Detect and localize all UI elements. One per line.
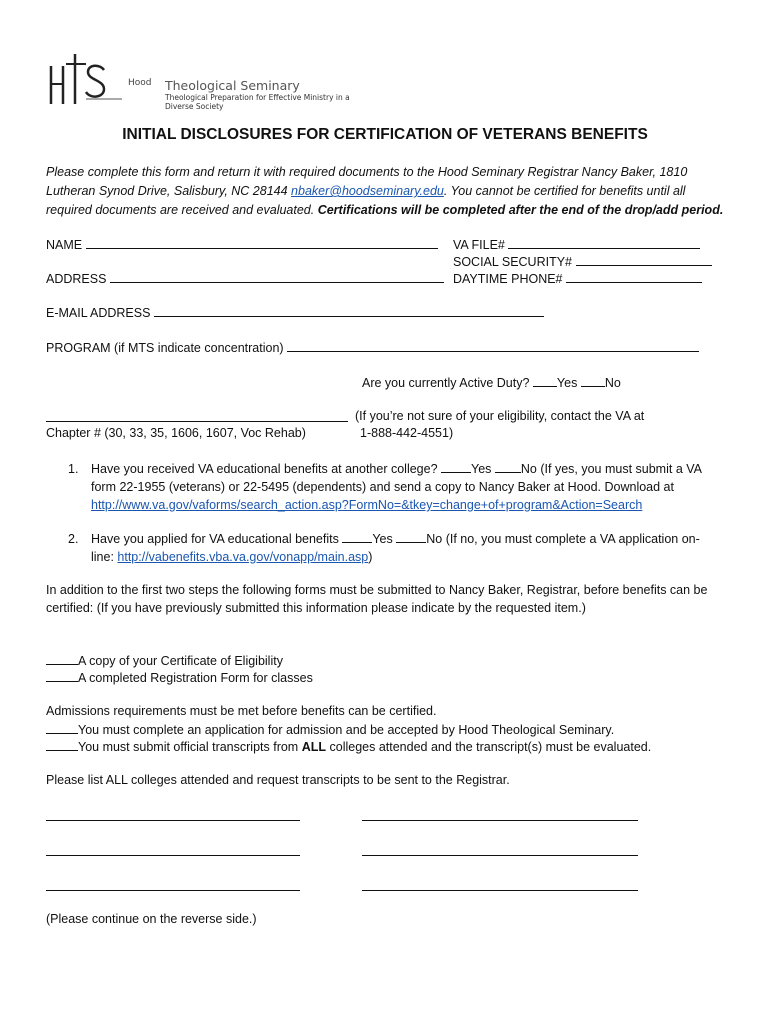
application-check-blank[interactable] <box>46 721 78 734</box>
email-field <box>46 304 544 320</box>
certificate-label: A copy of your Certificate of Eligibility <box>78 654 283 668</box>
ssn-field <box>453 253 712 269</box>
intro-paragraph <box>46 163 728 220</box>
registration-check-blank[interactable] <box>46 669 78 682</box>
college-input-line[interactable] <box>46 808 300 821</box>
step-1 <box>68 460 728 516</box>
college-input-line[interactable] <box>362 808 638 821</box>
program-field <box>46 339 699 355</box>
va-file-field <box>453 236 700 252</box>
chapter-field <box>46 409 348 425</box>
hts-monogram-icon <box>46 52 124 106</box>
step-1-no-blank[interactable] <box>495 460 521 473</box>
active-duty-yes-label: Yes <box>556 376 578 390</box>
address-label: ADDRESS <box>46 272 107 286</box>
program-input-line[interactable] <box>287 339 699 352</box>
va-forms-link[interactable]: http://www.va.gov/vaforms/search_action.asp?FormNo=&tkey=change+of+program&Action=Search <box>91 498 643 512</box>
address-input-line[interactable] <box>110 270 444 283</box>
active-duty-no-blank[interactable] <box>581 374 605 387</box>
registration-label: A completed Registration Form for classes <box>78 671 313 685</box>
checklist-item-certificate <box>46 652 283 668</box>
admissions-item-application <box>46 721 614 737</box>
transcripts-check-blank[interactable] <box>46 738 78 751</box>
program-label: PROGRAM (if MTS indicate concentration) <box>46 341 284 355</box>
logo-name: Theological Seminary <box>165 78 300 93</box>
college-input-line[interactable] <box>46 878 300 891</box>
eligibility-note-line2: 1-888-442-4551) <box>360 426 454 440</box>
eligibility-note-line1: (If you’re not sure of your eligibility, contact the VA at <box>355 409 645 423</box>
chapter-label: Chapter # (30, 33, 35, 1606, 1607, Voc Rehab) <box>46 426 306 440</box>
continue-note: (Please continue on the reverse side.) <box>46 912 257 926</box>
active-duty-question <box>362 374 621 390</box>
step-2-no-label: No <box>426 532 443 546</box>
step-1-number: 1. <box>68 462 79 476</box>
step-2-tail: (If no, you must complete a VA application on- <box>442 532 700 546</box>
checklist-item-registration <box>46 669 313 685</box>
ssn-label: SOCIAL SECURITY# <box>453 255 573 269</box>
college-line-row-3 <box>46 878 300 894</box>
page-title: INITIAL DISCLOSURES FOR CERTIFICATION OF VETERANS BENEFITS <box>122 126 648 143</box>
email-label: E-MAIL ADDRESS <box>46 306 151 320</box>
name-label: NAME <box>46 238 83 252</box>
ssn-input-line[interactable] <box>576 253 712 266</box>
college-input-line[interactable] <box>362 843 638 856</box>
admissions-heading: Admissions requirements must be met before benefits can be certified. <box>46 704 437 718</box>
va-file-input-line[interactable] <box>508 236 700 249</box>
address-field <box>46 270 444 286</box>
step-2-line2-suffix: ) <box>368 550 373 564</box>
college-input-line[interactable] <box>362 878 638 891</box>
chapter-input-line[interactable] <box>46 409 348 422</box>
step-2-yes-label: Yes <box>372 532 393 546</box>
college-line-row-2 <box>46 843 300 859</box>
transcripts-label-b: colleges attended and the transcript(s) must be evaluated. <box>326 740 652 754</box>
step-1-no-label: No <box>520 462 537 476</box>
step-2-number: 2. <box>68 532 79 546</box>
colleges-prompt: Please list ALL colleges attended and request transcripts to be sent to the Registrar. <box>46 773 510 787</box>
vonapp-link[interactable]: http://vabenefits.vba.va.gov/vonapp/main.asp <box>117 550 369 564</box>
phone-field <box>453 270 702 286</box>
college-line-row-1-right <box>362 808 638 824</box>
intro-text-a: Please complete this form and return it with required documents to the Hood Seminary Registrar Nancy Baker, 1810 Lutheran Synod Drive, Salisbury, NC 28144 <box>46 165 688 198</box>
email-input-line[interactable] <box>154 304 544 317</box>
step-1-tail: (If yes, you must submit a VA <box>536 462 702 476</box>
application-label: You must complete an application for admission and be accepted by Hood Theological Seminary. <box>78 723 615 737</box>
step-2 <box>68 530 728 570</box>
admissions-item-transcripts <box>46 738 651 754</box>
active-duty-yes-blank[interactable] <box>533 374 557 387</box>
active-duty-no-label: No <box>604 376 621 390</box>
college-input-line[interactable] <box>46 843 300 856</box>
college-line-row-2-right <box>362 843 638 859</box>
transcripts-label-bold: ALL <box>301 740 327 754</box>
step-2-yes-blank[interactable] <box>342 530 372 543</box>
certificate-check-blank[interactable] <box>46 652 78 665</box>
step-2-question: Have you applied for VA educational benefits <box>91 532 339 546</box>
step-1-yes-blank[interactable] <box>441 460 471 473</box>
intro-text-b: . You cannot be certified for benefits until all required documents are received and evaluated. <box>46 184 686 217</box>
phone-label: DAYTIME PHONE# <box>453 272 563 286</box>
phone-input-line[interactable] <box>566 270 702 283</box>
step-1-yes-label: Yes <box>471 462 492 476</box>
step-2-no-blank[interactable] <box>396 530 426 543</box>
additional-forms-paragraph: In addition to the first two steps the following forms must be submitted to Nancy Baker, Registrar, before benefits can be certified: (If you have previously submitted this information please indicate by the requested item.) <box>46 583 708 615</box>
seminary-logo <box>46 48 366 111</box>
step-1-question: Have you received VA educational benefits at another college? <box>91 462 438 476</box>
name-field <box>46 236 438 252</box>
logo-hood: Hood <box>128 78 152 88</box>
college-line-row-1 <box>46 808 300 824</box>
college-line-row-3-right <box>362 878 638 894</box>
step-1-line2: form 22-1955 (veterans) or 22-5495 (dependents) and send a copy to Nancy Baker at Hood. Download at <box>91 480 674 494</box>
step-2-line2-prefix: line: <box>91 550 118 564</box>
va-file-label: VA FILE# <box>453 238 505 252</box>
intro-bold-note: Certifications will be completed after the end of the drop/add period. <box>317 203 724 217</box>
transcripts-label-a: You must submit official transcripts from <box>78 740 302 754</box>
active-duty-label: Are you currently Active Duty? <box>362 376 530 390</box>
logo-tagline: Theological Preparation for Effective Ministry in a Diverse Society <box>165 93 350 111</box>
name-input-line[interactable] <box>86 236 438 249</box>
registrar-email-link[interactable]: nbaker@hoodseminary.edu <box>291 184 444 198</box>
